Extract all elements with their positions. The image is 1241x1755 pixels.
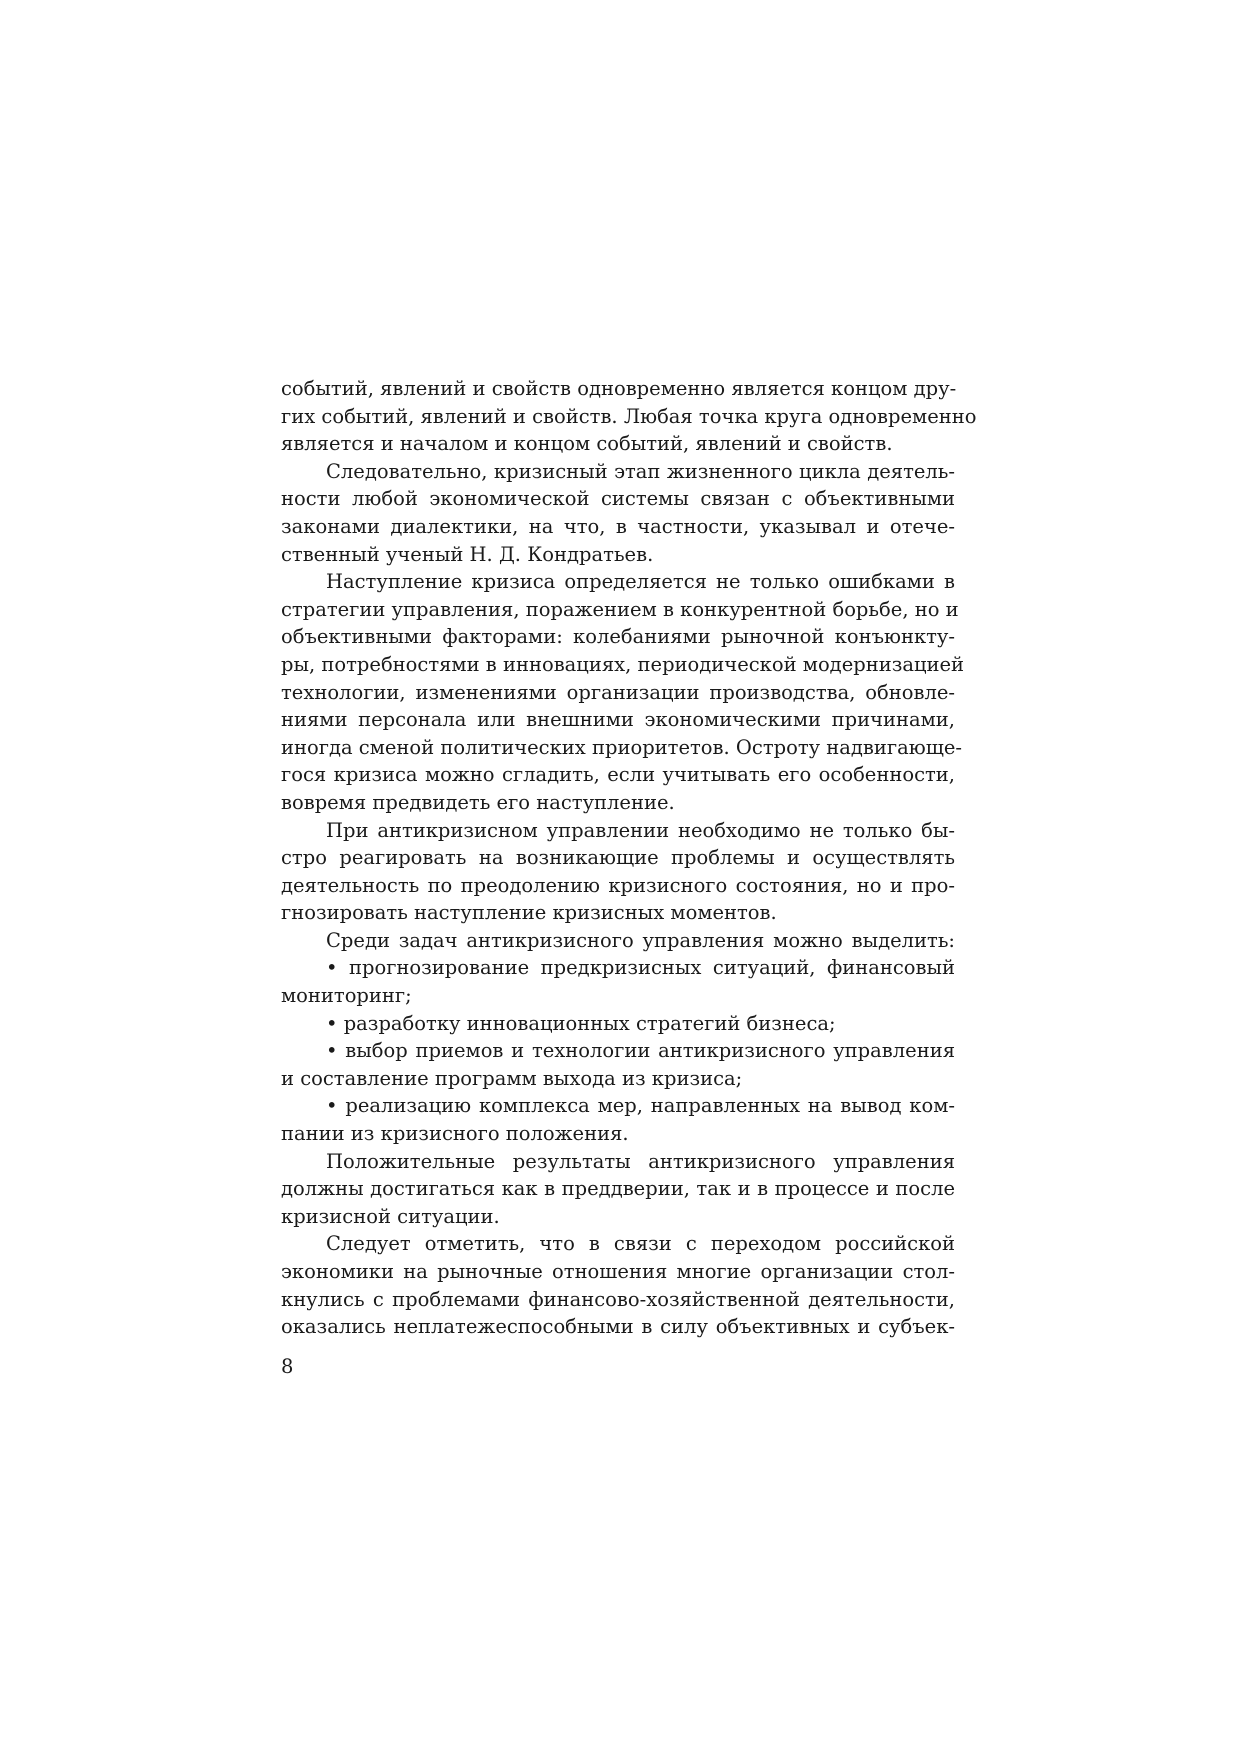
text-line: является и началом и концом событий, явлений и свойств. <box>281 432 893 456</box>
text-line: ры, потребностями в инновациях, периодической модернизацией <box>281 652 965 676</box>
text-line: • разработку инновационных стратегий бизнеса; <box>326 1011 836 1035</box>
text-line: технологии, изменениями организации производства, обновле- <box>281 680 955 704</box>
text-line: Положительные результаты антикризисного управления <box>326 1149 955 1173</box>
text-line: Среди задач антикризисного управления можно выделить: <box>326 928 955 952</box>
text-line: мониторинг; <box>281 984 412 1008</box>
text-line: событий, явлений и свойств одновременно является концом дру- <box>281 377 957 400</box>
text-line: гих событий, явлений и свойств. Любая точка круга одновременно <box>281 404 977 428</box>
text-line: • выбор приемов и технологии антикризисного управления <box>326 1039 955 1063</box>
page-number: 8 <box>281 1355 294 1378</box>
text-line: • прогнозирование предкризисных ситуаций, финансовый <box>326 956 955 980</box>
text-line: деятельность по преодолению кризисного состояния, но и про- <box>281 873 955 897</box>
text-line: законами диалектики, на что, в частности, указывал и отече- <box>281 514 955 538</box>
body-text <box>281 375 977 1341</box>
text-line: кризисной ситуации. <box>281 1204 500 1228</box>
text-line: экономики на рыночные отношения многие организации стол- <box>281 1260 955 1283</box>
text-line: ности любой экономической системы связан с объективными <box>281 487 955 511</box>
text-line: Наступление кризиса определяется не только ошибками в <box>326 570 955 594</box>
text-line: гнозировать наступление кризисных моментов. <box>281 901 777 925</box>
text-line: стратегии управления, поражением в конкурентной борьбе, но и <box>281 597 959 621</box>
text-line: • реализацию комплекса мер, направленных на вывод ком- <box>326 1094 955 1118</box>
text-line: иногда сменой политических приоритетов. Остроту надвигающе- <box>281 735 962 759</box>
text-line: кнулись с проблемами финансово-хозяйственной деятельности, <box>281 1287 955 1311</box>
text-line: объективными факторами: колебаниями рыночной конъюнкту- <box>281 625 955 649</box>
text-line: Следовательно, кризисный этап жизненного цикла деятель- <box>326 459 955 483</box>
text-line: должны достигаться как в преддверии, так и в процессе и после <box>281 1177 955 1201</box>
text-line: оказались неплатежеспособными в силу объективных и субъек- <box>281 1315 955 1339</box>
text-line: вовремя предвидеть его наступление. <box>281 790 675 814</box>
text-line: и составление программ выхода из кризиса; <box>281 1066 743 1090</box>
text-line: пании из кризисного положения. <box>281 1122 629 1146</box>
text-line: При антикризисном управлении необходимо не только бы- <box>326 818 955 842</box>
text-line: ственный ученый Н. Д. Кондратьев. <box>281 542 654 566</box>
text-line: ниями персонала или внешними экономическими причинами, <box>281 708 955 732</box>
text-line: Следует отметить, что в связи с переходом российской <box>326 1232 955 1256</box>
text-line: гося кризиса можно сгладить, если учитывать его особенности, <box>281 763 955 787</box>
text-line: стро реагировать на возникающие проблемы и осуществлять <box>281 846 955 870</box>
